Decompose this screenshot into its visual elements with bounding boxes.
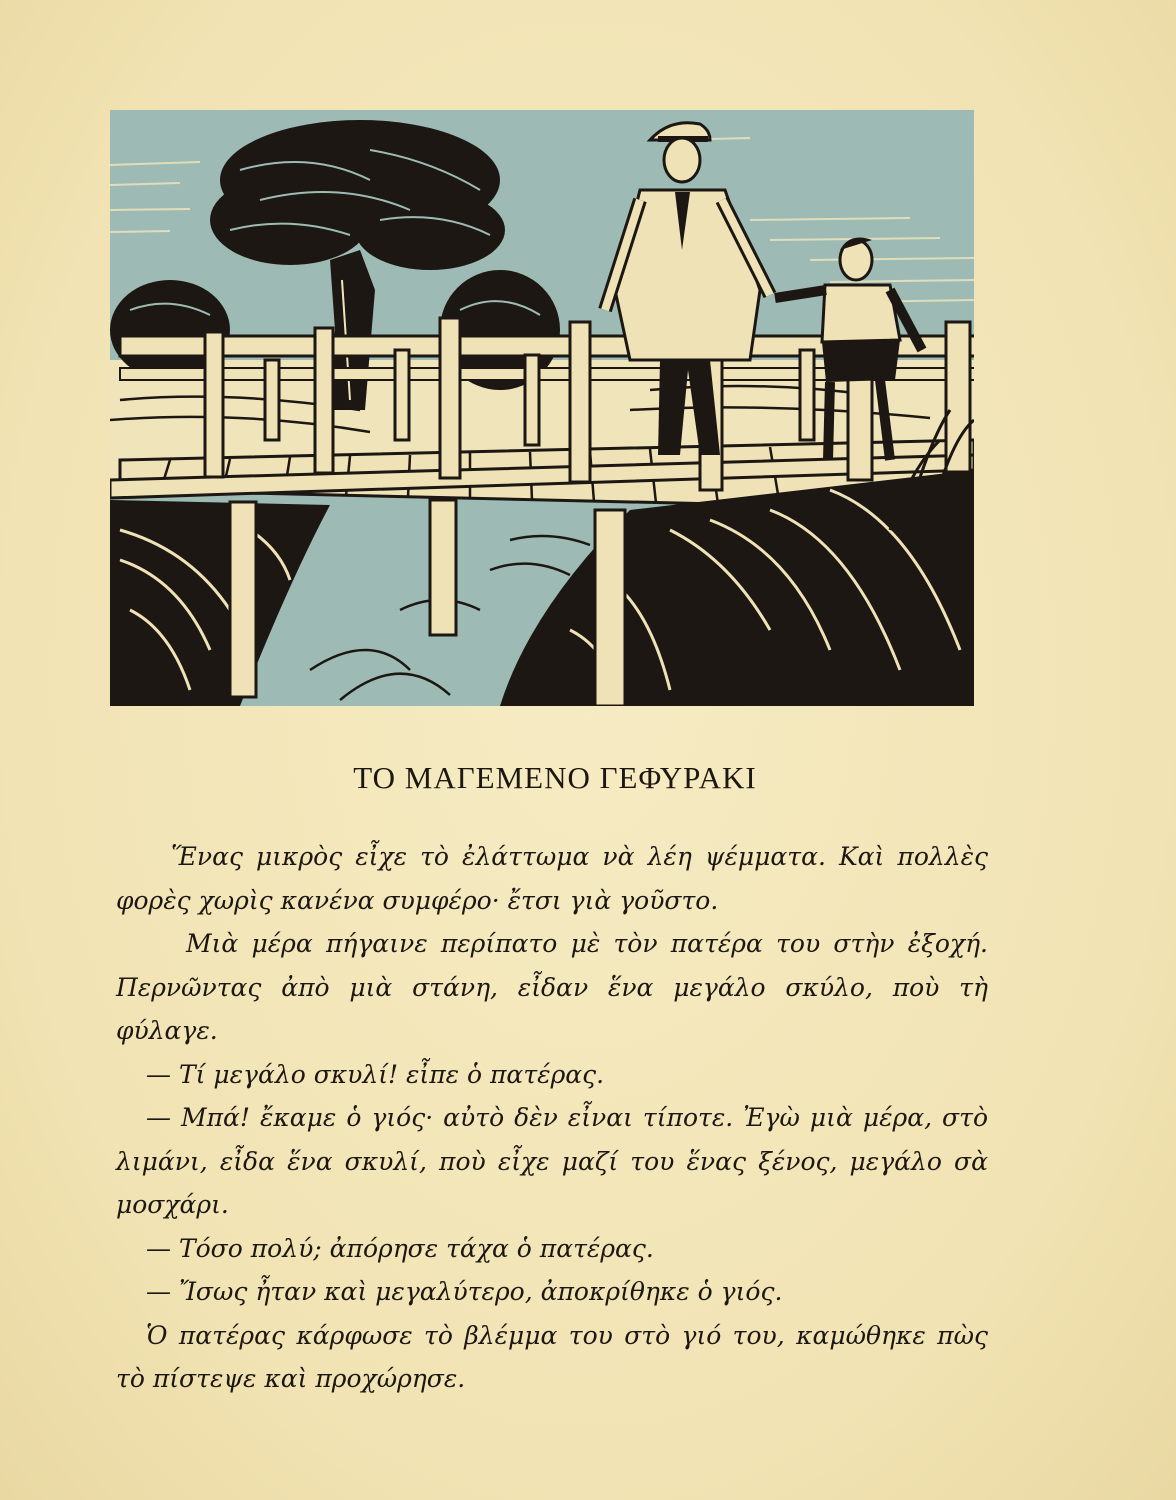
dialogue-line-3: — Τόσο πολύ; ἀπόρησε τάχα ὁ πατέρας. — [146, 1233, 654, 1263]
dialogue-line-1: — Τί μεγάλο σκυλί! εἶπε ὁ πατέρας. — [146, 1059, 605, 1089]
story-body — [116, 835, 988, 1401]
paragraph-2: Μιὰ μέρα πήγαινε περίπατο μὲ τὸν πατέρα του στὴν ἐξοχή. Περνῶντας ἀπὸ μιὰ στάνη, εἶδαν ἕνα μεγάλο σκύλο, ποὺ τὴ φύλαγε. — [116, 929, 988, 1045]
bridge-scene-icon — [110, 110, 974, 706]
woodcut-illustration — [110, 110, 974, 706]
paragraph-closing: Ὁ πατέρας κάρφωσε τὸ βλέμμα του στὸ γιό του, καμώθηκε πὼς τὸ πίστεψε καὶ προχώρησε. — [116, 1320, 988, 1393]
dialogue-line-2: — Μπά! ἔκαμε ὁ γιός· αὐτὸ δὲν εἶναι τίποτε. Ἐγὼ μιὰ μέρα, στὸ λιμάνι, εἶδα ἕνα σκυλί, ποὺ εἶχε μαζί του ἕνας ξένος, μεγάλο σὰ μοσχάρι. — [116, 1103, 988, 1219]
story-title: ΤΟ ΜΑΓΕΜΕΝΟ ΓΕΦΥΡΑΚΙ — [353, 760, 757, 795]
paragraph-1: Ἕνας μικρὸς εἶχε τὸ ἐλάττωμα νὰ λέη ψέμματα. Καὶ πολλὲς φορὲς χωρὶς κανένα συμφέρο· ἔτσι γιὰ γοῦστο. — [116, 842, 988, 915]
dialogue-line-4: — Ἴσως ἦταν καὶ μεγαλύτερο, ἀποκρίθηκε ὁ γιός. — [146, 1277, 783, 1306]
